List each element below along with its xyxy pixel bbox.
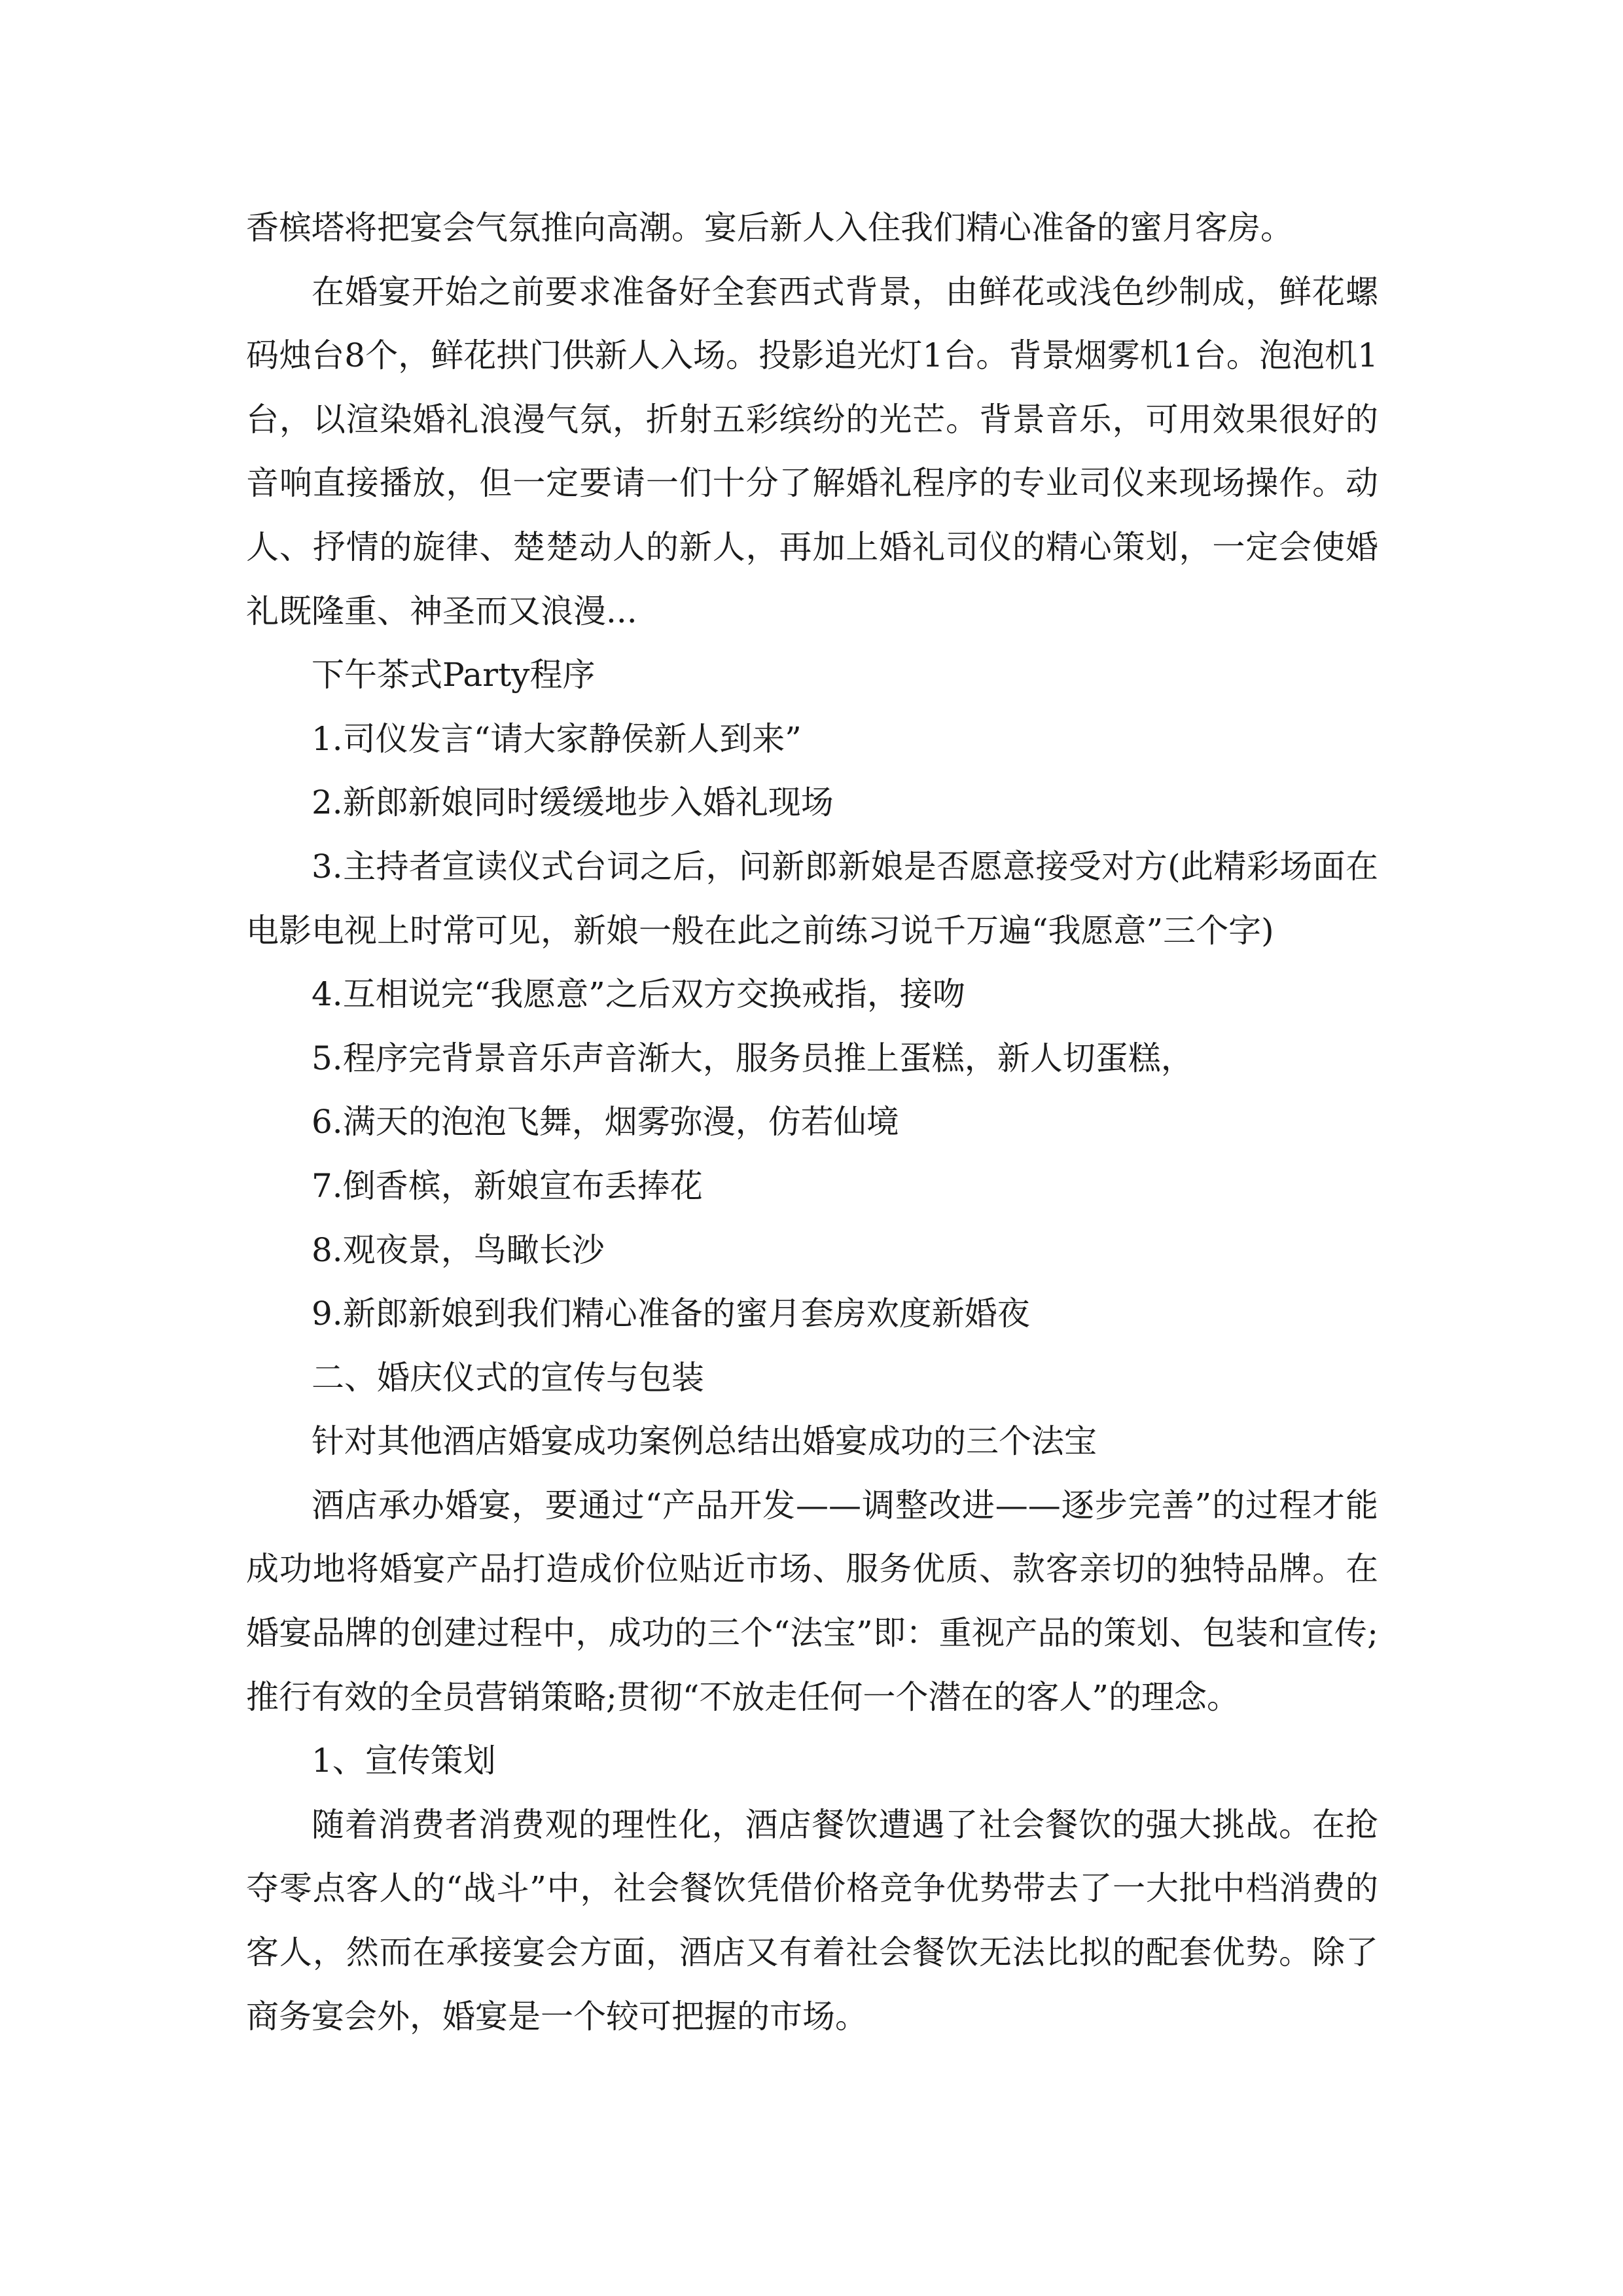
- program-step-4: 4.互相说完“我愿意”之后双方交换戒指，接吻: [312, 975, 965, 1014]
- paragraph-champagne-tower: 香槟塔将把宴会气氛推向高潮。宴后新人入住我们精心准备的蜜月客房。: [246, 209, 1293, 247]
- program-step-3: 3.主持者宣读仪式台词之后，问新郎新娘是否愿意接受对方(此精彩场面在电影电视上时常可见，新娘一般在此之前练习说千万遍“我愿意”三个字): [246, 847, 1378, 950]
- program-step-6: 6.满天的泡泡飞舞，烟雾弥漫，仿若仙境: [312, 1103, 899, 1141]
- subsection-heading-publicity: 1、宣传策划: [312, 1742, 496, 1780]
- paragraph-backdrop-preparation: 在婚宴开始之前要求准备好全套西式背景，由鲜花或浅色纱制成，鲜花螺码烛台8个，鲜花拱门供新人入场。投影追光灯1台。背景烟雾机1台。泡泡机1台，以渲染婚礼浪漫气氛，折射五彩缤纷的光芒。背景音乐，可用效果很好的音响直接播放，但一定要请一们十分了解婚礼程序的专业司仪来现场操作。动人、抒情的旋律、楚楚动人的新人，再加上婚礼司仪的精心策划，一定会使婚礼既隆重、神圣而又浪漫...: [246, 272, 1378, 630]
- paragraph-market-competition: 随着消费者消费观的理性化，酒店餐饮遭遇了社会餐饮的强大挑战。在抢夺零点客人的“战斗”中，社会餐饮凭借价格竞争优势带去了一大批中档消费的客人，然而在承接宴会方面，酒店又有着社会餐饮无法比拟的配套优势。除了商务宴会外，婚宴是一个较可把握的市场。: [246, 1805, 1378, 2036]
- program-step-7: 7.倒香槟，新娘宣布丢捧花: [312, 1166, 703, 1205]
- program-step-8: 8.观夜景，鸟瞰长沙: [312, 1230, 605, 1269]
- paragraph-hotel-wedding-brand: 酒店承办婚宴，要通过“产品开发——调整改进——逐步完善”的过程才能成功地将婚宴产品打造成价位贴近市场、服务优质、款客亲切的独特品牌。在婚宴品牌的创建过程中，成功的三个“法宝”即：重视产品的策划、包装和宣传;推行有效的全员营销策略;贯彻“不放走任何一个潜在的客人”的理念。: [246, 1486, 1378, 1716]
- program-step-9: 9.新郎新娘到我们精心准备的蜜月套房欢度新婚夜: [312, 1295, 1030, 1333]
- program-step-2: 2.新郎新娘同时缓缓地步入婚礼现场: [312, 783, 834, 822]
- program-step-5: 5.程序完背景音乐声音渐大，服务员推上蛋糕，新人切蛋糕，: [312, 1039, 1194, 1077]
- program-step-1: 1.司仪发言“请大家静侯新人到来”: [312, 719, 802, 758]
- section-heading-promotion: 二、婚庆仪式的宣传与包装: [312, 1358, 704, 1397]
- paragraph-three-secrets: 针对其他酒店婚宴成功案例总结出婚宴成功的三个法宝: [312, 1422, 1097, 1461]
- section-heading-party-program: 下午茶式Party程序: [312, 656, 596, 694]
- document-body: [246, 196, 1378, 2049]
